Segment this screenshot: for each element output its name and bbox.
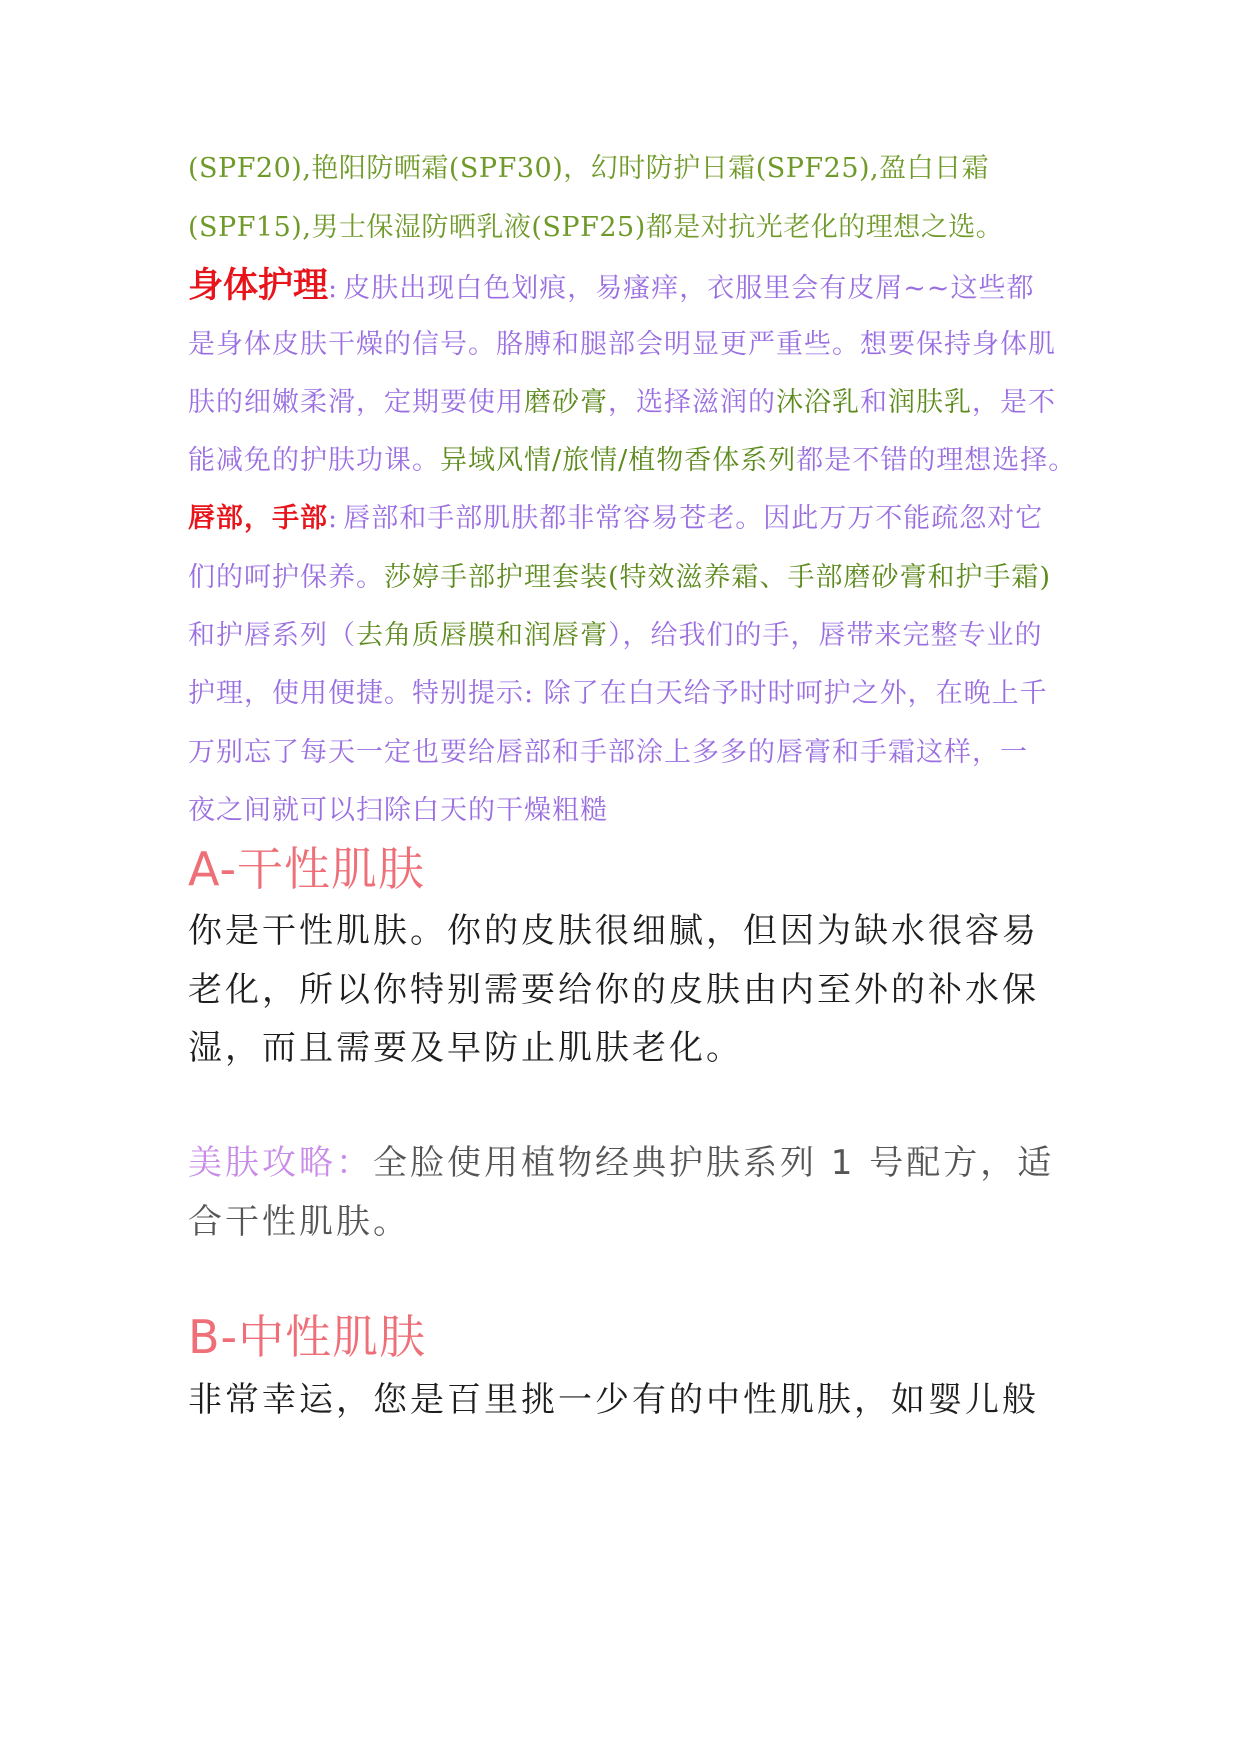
- body-care-l3e: 和: [860, 387, 888, 418]
- tip-text-1: 全脸使用植物经典护肤系列 1 号配方，适: [373, 1143, 1055, 1183]
- body-care-l4c: 都是不错的理想选择。: [796, 445, 1077, 476]
- body-care-line-3: [188, 380, 1056, 419]
- body-care-l3a: 肤的细嫩柔滑，定期要使用: [188, 387, 524, 418]
- fragrance-series: 异域风情/旅情/植物香体系列: [440, 445, 797, 476]
- hand-care-set: 莎婷手部护理套装(特效滋养霜、手部磨砂膏和护手霜): [384, 562, 1052, 593]
- lip-hand-line-5: 万别忘了每天一定也要给唇部和手部涂上多多的唇膏和手霜这样，一: [188, 737, 1028, 768]
- scrub-product: 磨砂膏: [524, 387, 608, 418]
- section-b-p1: 非常幸运，您是百里挑一少有的中性肌肤，如婴儿般: [188, 1380, 1039, 1420]
- lip-hand-title: 唇部，手部: [188, 503, 328, 534]
- section-a-p2: 老化，所以你特别需要给你的皮肤由内至外的补水保: [188, 970, 1039, 1010]
- lotion-product: 润肤乳: [888, 387, 972, 418]
- section-b-heading: B-中性肌肤: [188, 1310, 427, 1364]
- lip-hand-text-1: 唇部和手部肌肤都非常容易苍老。因此万万不能疏忽对它: [343, 503, 1044, 534]
- lip-hand-l2a: 们的呵护保养。: [188, 562, 384, 593]
- lip-hand-l3a: 和护唇系列（: [188, 620, 356, 651]
- section-a-tip-line-1: [188, 1135, 1054, 1184]
- body-care-l4a: 能减免的护肤功课。: [188, 445, 440, 476]
- body-care-line-4: [188, 438, 1076, 477]
- lip-products: 去角质唇膜和润唇膏: [356, 620, 608, 651]
- shower-gel-product: 沐浴乳: [776, 387, 860, 418]
- lip-hand-colon: :: [328, 503, 339, 534]
- section-a-heading: A-干性肌肤: [188, 842, 426, 896]
- lip-hand-line-2: [188, 555, 1051, 594]
- lip-hand-l3c: ），给我们的手，唇带来完整专业的: [608, 620, 1043, 651]
- body-care-colon: :: [328, 273, 339, 304]
- body-care-title: 身体护理: [188, 266, 329, 306]
- lip-hand-line-1: [188, 496, 1043, 535]
- spf-line-1: (SPF20),艳阳防晒霜(SPF30)，幻时防护日霜(SPF25),盈白日霜: [188, 153, 990, 184]
- body-care-line-2: 是身体皮肤干燥的信号。胳膊和腿部会明显更严重些。想要保持身体肌: [188, 329, 1056, 360]
- lip-hand-line-6: 夜之间就可以扫除白天的干燥粗糙: [188, 795, 608, 826]
- spf-line-2: (SPF15),男士保湿防晒乳液(SPF25)都是对抗光老化的理想之选。: [188, 212, 1004, 243]
- tip-label: 美肤攻略：: [188, 1143, 373, 1183]
- section-a-tip-line-2: 合干性肌肤。: [188, 1202, 410, 1242]
- section-a-p1: 你是干性肌肤。你的皮肤很细腻，但因为缺水很容易: [188, 911, 1039, 951]
- body-care-l3g: ，是不: [972, 387, 1056, 418]
- body-care-l3c: ，选择滋润的: [608, 387, 776, 418]
- section-a-p3: 湿，而且需要及早防止肌肤老化。: [188, 1028, 743, 1068]
- lip-hand-line-4: 护理，使用便捷。特别提示: 除了在白天给予时时呵护之外，在晚上千: [188, 678, 1048, 709]
- body-care-text-1: 皮肤出现白色划痕，易瘙痒，衣服里会有皮屑~~这些都: [343, 273, 1035, 304]
- body-care-line-1: [188, 258, 1034, 308]
- lip-hand-line-3: [188, 613, 1043, 652]
